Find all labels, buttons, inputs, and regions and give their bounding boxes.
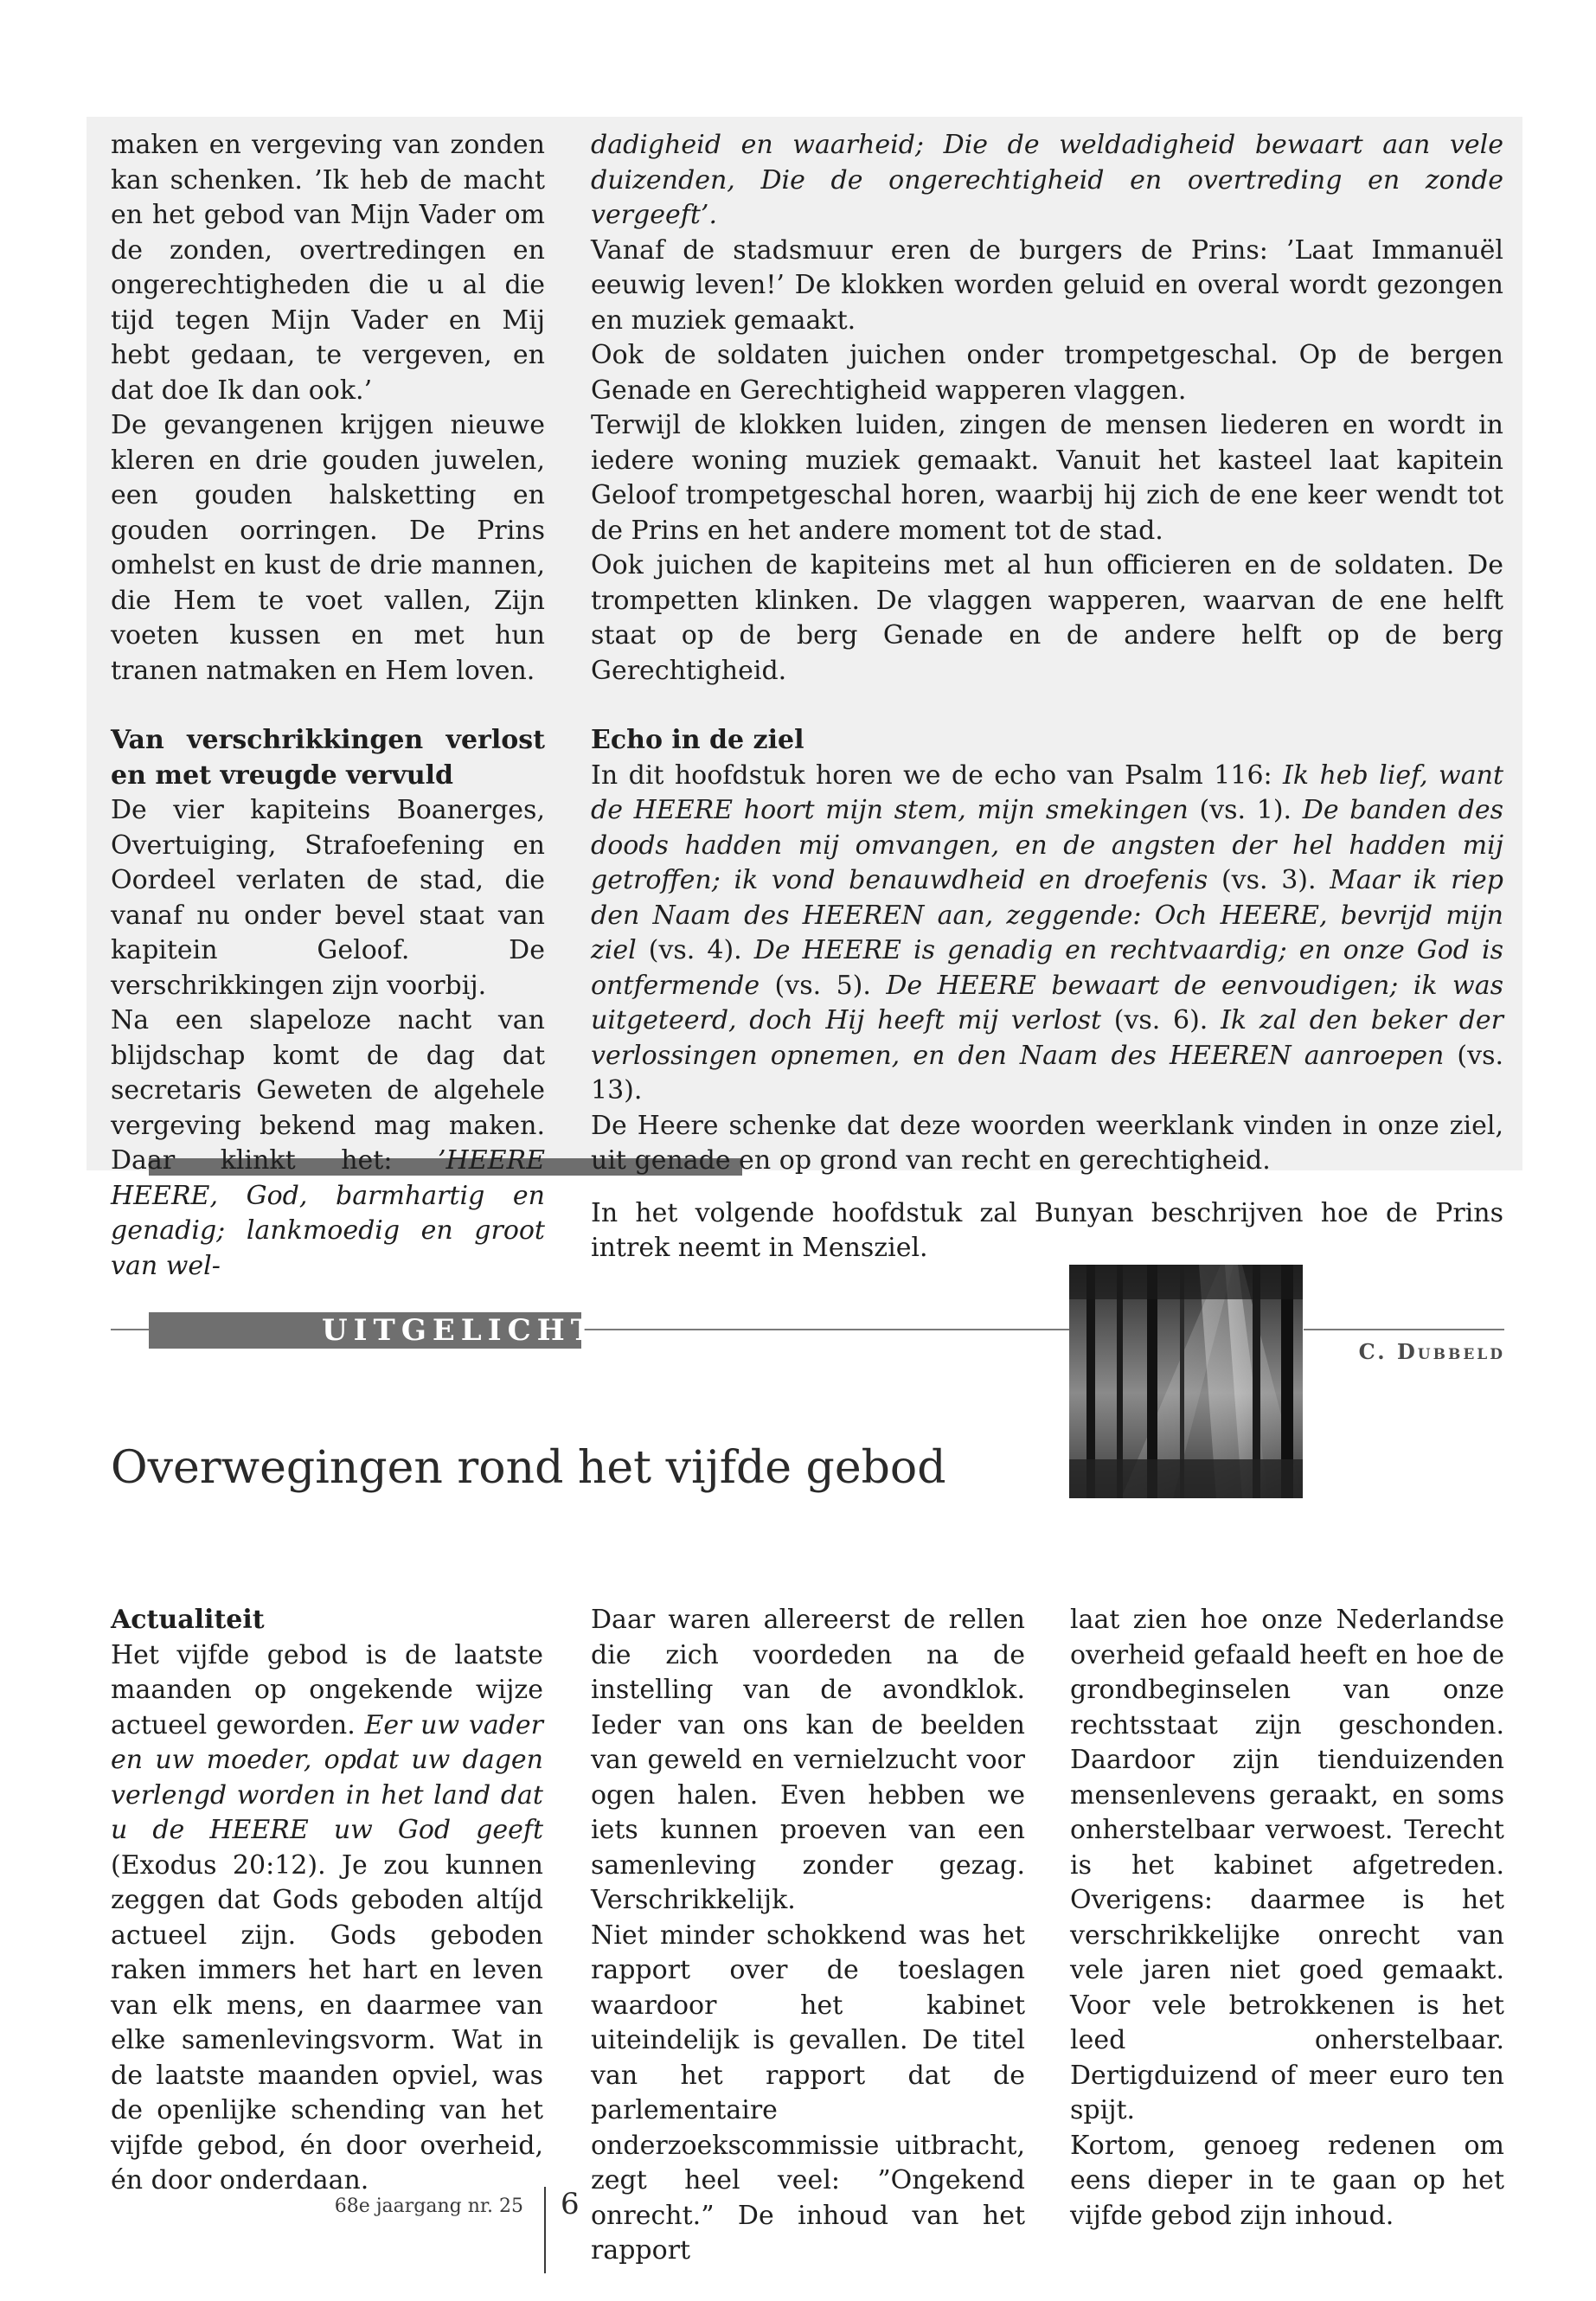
continued-article-right-column bbox=[591, 128, 1503, 1266]
paragraph: laat zien hoe onze Nederlandse overheid gefaald heeft en hoe de grondbeginselen van onze rechtsstaat zijn geschonden. Daardoor zijn tienduizenden mensenlevens geraakt, en soms onherstelbaar verwoest. Terecht is het kabinet afgetreden. Overigens: daarmee is het verschrikkelijke onrecht van vele jaren niet goed gemaakt. Voor vele betrokkenen is het leed onherstelbaar. Dertigduizend of meer euro ten spijt. bbox=[1070, 1605, 1504, 2125]
paragraph: Kortom, genoeg redenen om eens dieper in te gaan op het vijfde gebod zijn inhoud. bbox=[1070, 2130, 1504, 2231]
paragraph: maken en vergeving van zonden kan schenken. ’Ik heb de macht en het gebod van Mijn Vader om de zonden, overtredingen en ongerechtigheden die u al die tijd tegen Mijn Vader en Mij hebt gedaan, te vergeven, en dat doe Ik dan ook.’ bbox=[111, 130, 545, 406]
paragraph: Na een slapeloze nacht van blijdschap komt de dag dat secretaris Geweten de algehele vergeving bekend mag maken. Daar klinkt het: ’HEERE HEERE, God, barmhartig en genadig; lankmoedig en groot van wel- bbox=[111, 1005, 545, 1281]
section-heading: Van verschrikkingen verlost en met vreugde vervuld bbox=[111, 725, 545, 791]
paragraph: De gevangenen krijgen nieuwe kleren en drie gouden juwelen, een gouden halsketting en gouden oorringen. De Prins omhelst en kust de drie mannen, die Hem te voet vallen, Zijn voeten kussen en met hun tranen natmaken en Hem loven. bbox=[111, 410, 545, 686]
paragraph: De vier kapiteins Boanerges, Overtuiging, Strafoefening en Oordeel verlaten de stad, die vanaf nu onder bevel staat van kapitein Geloof. De verschrikkingen zijn voorbij. bbox=[111, 795, 545, 1001]
quote: dadigheid en waarheid; Die de weldadigheid bewaart aan vele duizenden, Die de ongerechtigheid en overtreding en zonde vergeeft’. bbox=[591, 130, 1503, 230]
quote: Eer uw vader en uw moeder, opdat uw dagen verlengd worden in het land dat u de HEERE uw God geeft bbox=[111, 1709, 544, 1845]
paragraph: Het vijfde gebod is de laatste maanden op ongekende wijze actueel geworden. Eer uw vader en uw moeder, opdat uw dagen verlengd worden in het land dat u de HEERE uw God geeft (Exodus 20:12). Je zou kunnen zeggen dat Gods geboden altíjd actueel zijn. Gods geboden raken immers het hart en leven van elk mens, en daarmee van elke samenlevingsvorm. Wat in de laatste maanden opviel, was de openlijke schending van het vijfde gebod, én door overheid, én door onderdaan. bbox=[111, 1639, 544, 2195]
author-name: C. Dubbeld bbox=[1358, 1339, 1505, 1364]
paragraph: Niet minder schokkend was het rapport over de toeslagen waardoor het kabinet uiteindelijk is gevallen. De titel van het rapport dat de parlementaire onderzoekscommissie uitbracht, zegt heel veel: ”Ongekend onrecht.” De inhoud van het rapport bbox=[591, 1920, 1025, 2266]
paragraph: Ook juichen de kapiteins met al hun officieren en de soldaten. De trompetten klinken. De vlaggen wapperen, waarvan de ene helft staat op de berg Genade en de andere helft op de berg Gerechtigheid. bbox=[591, 550, 1503, 686]
article-column-1 bbox=[111, 1603, 543, 2199]
paragraph bbox=[591, 128, 1503, 234]
section-heading: Actualiteit bbox=[111, 1605, 265, 1635]
page-number: 6 bbox=[561, 2187, 580, 2221]
section-label: UITGELICHT bbox=[149, 1312, 581, 1349]
footer-divider bbox=[544, 2187, 546, 2273]
paragraph: Terwijl de klokken luiden, zingen de mensen liederen en wordt in iedere woning muziek gemaakt. Vanuit het kasteel laat kapitein Geloof trompetgeschal horen, waarbij hij zich de ene keer wendt tot de Prins en het andere moment tot de stad. bbox=[591, 410, 1503, 546]
article-column-3 bbox=[1070, 1603, 1504, 2234]
paragraph: In het volgende hoofdstuk zal Bunyan beschrijven hoe de Prins intrek neemt in Mensziel. bbox=[591, 1197, 1503, 1263]
paragraph: Ook de soldaten juichen onder trompetgeschal. Op de bergen Genade en Gerechtigheid wapperen vlaggen. bbox=[591, 340, 1503, 406]
echo-paragraph: In dit hoofdstuk horen we de echo van Psalm 116: Ik heb lief, want de HEERE hoort mijn stem, mijn smekingen (vs. 1). De banden des doods hadden mij omvangen, en de angsten der hel hadden mij getroffen; ik vond benauwdheid en droefenis (vs. 3). Maar ik riep den Naam des HEEREN aan, zeggende: Och HEERE, bevrijd mijn ziel (vs. 4). De HEERE is genadig en rechtvaardig; en onze God is ontfermende (vs. 5). De HEERE bewaart de eenvoudigen; ik was uitgeteerd, doch Hij heeft mij verlost (vs. 6). Ik zal den beker der verlossingen opnemen, en den Naam des HEEREN aanroepen (vs. 13). bbox=[591, 760, 1503, 1106]
continued-article-left-column bbox=[111, 128, 545, 1284]
article-column-2 bbox=[591, 1603, 1025, 2269]
paragraph: Daar waren allereerst de rellen die zich voordeden na de instelling van de avondklok. Ieder van ons kan de beelden van geweld en vernielzucht voor ogen halen. Even hebben we iets kunnen proeven van een samenleving zonder gezag. Verschrikkelijk. bbox=[591, 1605, 1025, 1915]
forest-sunbeams-photo bbox=[1069, 1265, 1303, 1498]
issue-number: 68e jaargang nr. 25 bbox=[334, 2195, 523, 2217]
header-rule bbox=[1304, 1329, 1504, 1330]
section-heading: Echo in de ziel bbox=[591, 725, 804, 755]
article-title: Overwegingen rond het vijfde gebod bbox=[111, 1442, 946, 1494]
paragraph: De Heere schenke dat deze woorden weerklank vinden in onze ziel, uit genade en op grond van recht en gerechtigheid. bbox=[591, 1110, 1503, 1176]
quote: ’HEERE HEERE, God, barmhartig en genadig; lankmoedig en groot van wel- bbox=[111, 1145, 545, 1281]
paragraph: Vanaf de stadsmuur eren de burgers de Prins: ’Laat Immanuël eeuwig leven!’ De klokken worden geluid en overal wordt gezongen en muziek gemaakt. bbox=[591, 234, 1503, 336]
